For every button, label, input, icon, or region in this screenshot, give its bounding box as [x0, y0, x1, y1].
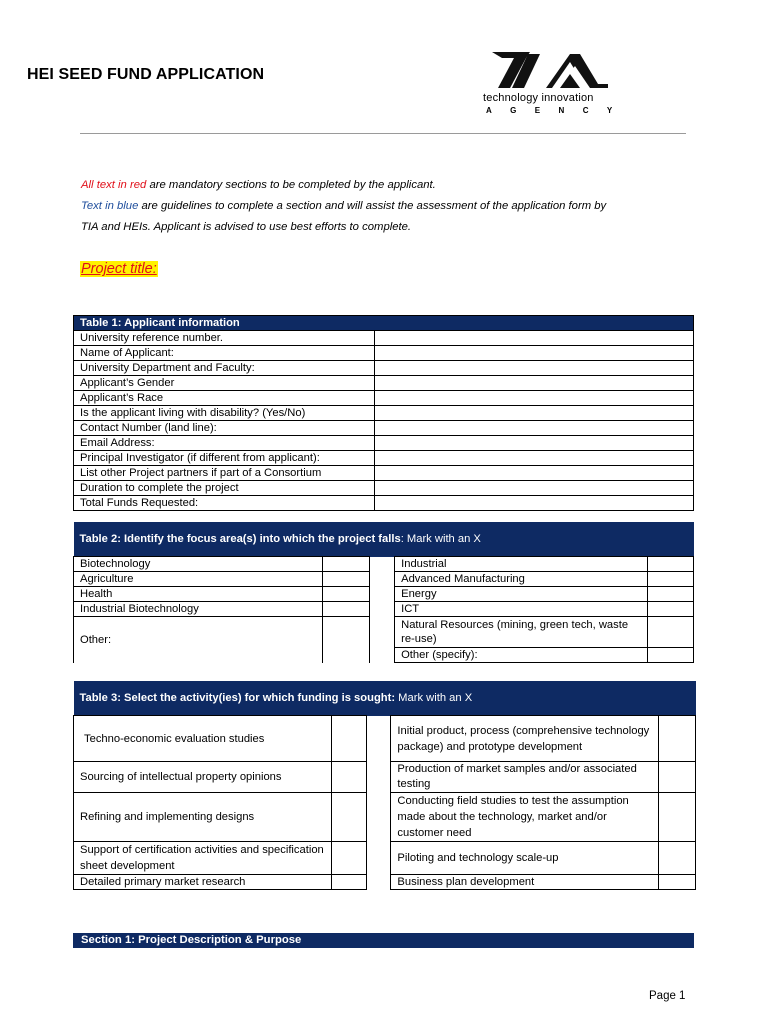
- focus-checkbox[interactable]: [323, 572, 370, 587]
- row-label: Applicant’s Race: [74, 391, 375, 406]
- focus-label: Natural Resources (mining, green tech, waste re-use): [395, 617, 648, 648]
- table-row: [74, 361, 694, 376]
- focus-label: Agriculture: [74, 572, 323, 587]
- table1-header: Table 1: Applicant information: [74, 316, 694, 331]
- activity-label: Refining and implementing designs: [74, 793, 332, 842]
- activity-checkbox[interactable]: [331, 762, 366, 793]
- table3-header: [74, 681, 696, 716]
- activity-table: [73, 681, 696, 890]
- activity-label: Conducting field studies to test the assumption made about the technology, market and/or customer need: [391, 793, 659, 842]
- document-title: HEI SEED FUND APPLICATION: [27, 66, 265, 83]
- focus-label: Biotechnology: [74, 557, 323, 572]
- activity-checkbox[interactable]: [331, 716, 366, 762]
- table3-header-bold: Table 3: Select the activity(ies) for which funding is sought:: [79, 692, 396, 704]
- focus-label: Other:: [74, 617, 323, 663]
- focus-checkbox[interactable]: [323, 587, 370, 602]
- table-gap: [369, 602, 394, 617]
- focus-checkbox[interactable]: [648, 587, 694, 602]
- table-row: [74, 587, 694, 602]
- focus-checkbox[interactable]: [648, 648, 694, 663]
- table-row: [74, 842, 696, 875]
- focus-checkbox[interactable]: [323, 557, 370, 572]
- focus-label: Industrial: [395, 557, 648, 572]
- row-label: Principal Investigator (if different from applicant):: [74, 451, 375, 466]
- focus-label: Advanced Manufacturing: [395, 572, 648, 587]
- section1-title: Section 1: Project Description & Purpose: [81, 934, 302, 946]
- answer-field[interactable]: [375, 406, 694, 421]
- focus-label: Industrial Biotechnology: [74, 602, 323, 617]
- table-gap: [369, 617, 394, 663]
- row-label: Total Funds Requested:: [74, 496, 375, 511]
- note-mandatory: [81, 179, 436, 191]
- note-red-lead: All text in red: [81, 179, 147, 191]
- note-blue-rest: are guidelines to complete a section and will assist the assessment of the application form by: [138, 200, 607, 212]
- focus-checkbox[interactable]: [648, 602, 694, 617]
- table-row: [74, 793, 696, 842]
- note-blue-lead: Text in blue: [81, 200, 139, 212]
- answer-field[interactable]: [375, 331, 694, 346]
- row-label: Is the applicant living with disability? (Yes/No): [74, 406, 375, 421]
- activity-label: Support of certification activities and specification sheet development: [74, 842, 332, 875]
- table-gap: [366, 875, 391, 890]
- focus-checkbox[interactable]: [648, 572, 694, 587]
- activity-checkbox[interactable]: [659, 793, 696, 842]
- table-row: [74, 572, 694, 587]
- page-number: Page 1: [649, 990, 686, 1002]
- table-row: [74, 436, 694, 451]
- focus-label: Other (specify):: [395, 648, 648, 663]
- table-row: [74, 406, 694, 421]
- table-gap: [369, 587, 394, 602]
- activity-checkbox[interactable]: [659, 716, 696, 762]
- row-label: University Department and Faculty:: [74, 361, 375, 376]
- table-row: [74, 466, 694, 481]
- note-guideline: [81, 200, 606, 212]
- tia-logo-mark-icon: [490, 48, 610, 92]
- row-label: Duration to complete the project: [74, 481, 375, 496]
- answer-field[interactable]: [375, 496, 694, 511]
- activity-label: Detailed primary market research: [74, 875, 332, 890]
- row-label: Name of Applicant:: [74, 346, 375, 361]
- table-gap: [366, 793, 391, 842]
- activity-checkbox[interactable]: [331, 875, 366, 890]
- section1-header: [73, 933, 694, 948]
- answer-field[interactable]: [375, 466, 694, 481]
- focus-label: Energy: [395, 587, 648, 602]
- activity-checkbox[interactable]: [331, 842, 366, 875]
- table1-body: [74, 331, 694, 511]
- table-row: [74, 331, 694, 346]
- logo-text-line2: AGENCY: [486, 106, 631, 115]
- note-red-rest: are mandatory sections to be completed by the applicant.: [146, 179, 436, 191]
- answer-field[interactable]: [375, 346, 694, 361]
- focus-label: ICT: [395, 602, 648, 617]
- focus-label: Health: [74, 587, 323, 602]
- table-row: [74, 451, 694, 466]
- table2-header: [74, 522, 694, 557]
- answer-field[interactable]: [375, 451, 694, 466]
- focus-checkbox[interactable]: [648, 617, 694, 648]
- table-row: [74, 875, 696, 890]
- table-row: [74, 391, 694, 406]
- row-label: Applicant’s Gender: [74, 376, 375, 391]
- table-row: [74, 376, 694, 391]
- activity-label: Techno-economic evaluation studies: [74, 716, 332, 762]
- answer-field[interactable]: [375, 481, 694, 496]
- row-label: List other Project partners if part of a Consortium: [74, 466, 375, 481]
- activity-label: Piloting and technology scale-up: [391, 842, 659, 875]
- table-row: [74, 557, 694, 572]
- table-row: [74, 762, 696, 793]
- table-gap: [369, 572, 394, 587]
- table2-header-bold: Table 2: Identify the focus area(s) into which the project falls: [79, 533, 401, 545]
- table-row: [74, 496, 694, 511]
- table3-header-rest: Mark with an X: [395, 692, 473, 704]
- note-line3: TIA and HEIs. Applicant is advised to use best efforts to complete.: [81, 221, 412, 233]
- activity-checkbox[interactable]: [659, 842, 696, 875]
- activity-checkbox[interactable]: [659, 762, 696, 793]
- project-title-label: Project title:: [81, 261, 157, 277]
- tia-logo: [482, 48, 631, 118]
- answer-field[interactable]: [375, 376, 694, 391]
- focus-checkbox[interactable]: [323, 602, 370, 617]
- activity-checkbox[interactable]: [659, 875, 696, 890]
- activity-checkbox[interactable]: [331, 793, 366, 842]
- table-row: [74, 716, 696, 762]
- logo-text-line1: technology innovation: [483, 92, 594, 104]
- row-label: University reference number.: [74, 331, 375, 346]
- table-gap: [366, 762, 391, 793]
- answer-field[interactable]: [375, 391, 694, 406]
- activity-label: Business plan development: [391, 875, 659, 890]
- row-label: Contact Number (land line):: [74, 421, 375, 436]
- table-gap: [366, 716, 391, 762]
- table-row: [74, 602, 694, 617]
- answer-field[interactable]: [375, 361, 694, 376]
- focus-area-table: [73, 522, 694, 663]
- applicant-info-table: [73, 315, 694, 511]
- table-row: [74, 346, 694, 361]
- table-row: [74, 421, 694, 436]
- table-row: [74, 481, 694, 496]
- answer-field[interactable]: [375, 436, 694, 451]
- activity-label: Initial product, process (comprehensive technology package) and prototype development: [391, 716, 659, 762]
- header-divider: [80, 133, 686, 134]
- activity-label: Production of market samples and/or associated testing: [391, 762, 659, 793]
- table2-header-rest: : Mark with an X: [400, 533, 481, 545]
- answer-field[interactable]: [375, 421, 694, 436]
- focus-checkbox[interactable]: [323, 617, 370, 663]
- table-gap: [366, 842, 391, 875]
- table-row: [74, 617, 694, 648]
- row-label: Email Address:: [74, 436, 375, 451]
- activity-label: Sourcing of intellectual property opinions: [74, 762, 332, 793]
- table-gap: [369, 557, 394, 572]
- focus-checkbox[interactable]: [648, 557, 694, 572]
